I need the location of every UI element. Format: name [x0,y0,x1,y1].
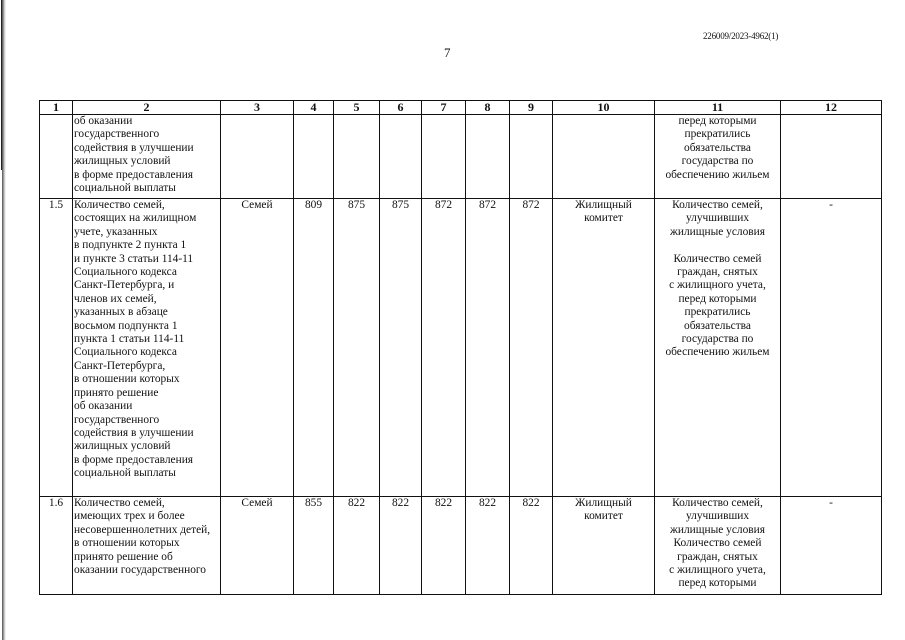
header-cell: 5 [334,101,380,115]
value-cell [380,115,422,199]
col12-cell: - [781,497,882,595]
value-cell: 872 [422,199,466,497]
scan-edge-line [1,0,2,170]
unit-cell: Семей [221,199,294,497]
header-cell: 1 [40,101,73,115]
page-number: 7 [444,45,451,60]
header-cell: 11 [655,101,781,115]
value-cell [466,115,510,199]
table-header-row [40,101,882,115]
indicator-cell: об оказании государственного содействия в улучшении жилищных условий в форме предоставления социальной выплаты [73,115,221,199]
value-cell [334,115,380,199]
unit-cell: Семей [221,497,294,595]
indicator-cell: Количество семей, имеющих трех и более несовершеннолетних детей, в отношении которых принято решение об оказании государственного [73,497,221,595]
value-cell: 822 [466,497,510,595]
scan-edge [2,0,6,640]
indicator-cell: Количество семей, состоящих на жилищном учете, указанных в подпункте 2 пункта 1 и пункте 3 статьи 114-11 Социального кодекса Санкт-Петербурга, и членов их семей, указанных в абзаце восьмом подпункта 1 пункта 1 статьи 114-11 Социального кодекса Санкт-Петербурга, в отношении которых принято решение об оказании государственного содействия в улучшении жилищных условий в форме предоставления социальной выплаты [73,199,221,497]
unit-cell [221,115,294,199]
value-cell: 872 [510,199,553,497]
table-row [40,497,882,595]
executor-cell: Жилищный комитет [553,199,655,497]
header-cell: 10 [553,101,655,115]
executor-cell: Жилищный комитет [553,497,655,595]
header-cell: 4 [294,101,334,115]
header-cell: 9 [510,101,553,115]
note-cell: Количество семей, улучшивших жилищные условия Количество семей граждан, снятых с жилищного учета, перед которыми прекратились обязательства государства по обеспечению жильем [655,199,781,497]
header-cell: 7 [422,101,466,115]
header-cell: 12 [781,101,882,115]
row-number: 1.6 [40,497,73,595]
table-row [40,115,882,199]
note-cell: перед которыми прекратились обязательства государства по обеспечению жильем [655,115,781,199]
value-cell: 822 [334,497,380,595]
value-cell [510,115,553,199]
header-cell: 3 [221,101,294,115]
value-cell: 822 [380,497,422,595]
header-cell: 6 [380,101,422,115]
col12-cell [781,115,882,199]
value-cell [294,115,334,199]
col12-cell: - [781,199,882,497]
table-row [40,199,882,497]
header-cell: 2 [73,101,221,115]
value-cell: 822 [422,497,466,595]
value-cell: 855 [294,497,334,595]
data-table [39,100,882,595]
value-cell: 822 [510,497,553,595]
row-number [40,115,73,199]
row-number: 1.5 [40,199,73,497]
header-cell: 8 [466,101,510,115]
value-cell: 809 [294,199,334,497]
note-cell: Количество семей, улучшивших жилищные условия Количество семей граждан, снятых с жилищного учета, перед которыми [655,497,781,595]
value-cell: 875 [334,199,380,497]
value-cell [422,115,466,199]
document-code: 226009/2023-4962(1) [703,31,779,41]
executor-cell [553,115,655,199]
value-cell: 872 [466,199,510,497]
value-cell: 875 [380,199,422,497]
